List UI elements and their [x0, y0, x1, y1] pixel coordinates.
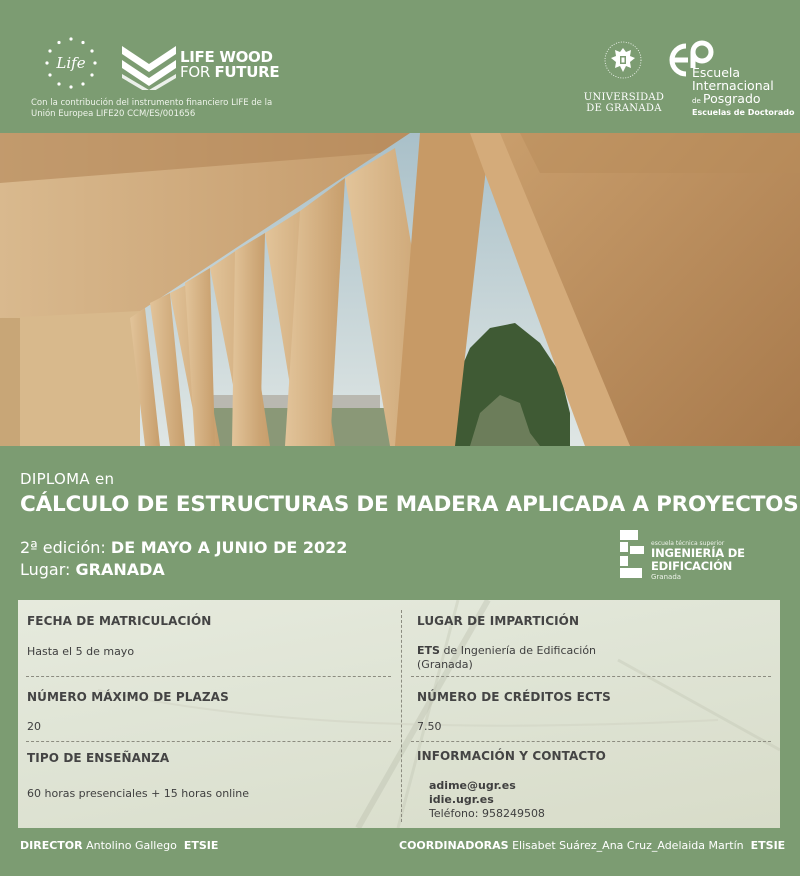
- school-name: [651, 540, 800, 582]
- life-logo-text: Life: [56, 54, 86, 72]
- location-heading: LUGAR DE IMPARTICIÓN: [417, 614, 580, 628]
- row-divider: [26, 741, 391, 742]
- eip-posgrado: Posgrado: [702, 91, 761, 106]
- enrollment-value: Hasta el 5 de mayo: [27, 645, 135, 658]
- row-divider: [411, 741, 771, 742]
- course-title: CÁLCULO DE ESTRUCTURAS DE MADERA APLICADA A PROYECTOS: [20, 492, 799, 517]
- director-name: Antolino Gallego: [82, 839, 177, 852]
- edition-line: [20, 538, 347, 557]
- director-line: [20, 839, 218, 852]
- seats-value: 20: [27, 720, 41, 733]
- info-panel: [18, 600, 780, 828]
- eip-line-4: Escuelas de Doctorado: [692, 108, 795, 117]
- eip-line-1: Escuela: [692, 65, 741, 80]
- coordinators-label: COORDINADORAS: [399, 839, 509, 852]
- column-divider: [401, 610, 402, 822]
- place-label: Lugar:: [20, 560, 76, 579]
- row-divider: [411, 676, 771, 677]
- director-label: DIRECTOR: [20, 839, 83, 852]
- enrollment-heading: FECHA DE MATRICULACIÓN: [27, 614, 212, 628]
- location-rest: de Ingeniería de Edificación: [439, 644, 597, 657]
- place-line: [20, 560, 165, 579]
- university-crest-icon: [603, 40, 643, 84]
- location-ets: ETS: [417, 644, 440, 657]
- director-school: ETSIE: [183, 839, 219, 852]
- school-line-1: escuela técnica superior: [651, 540, 725, 547]
- teaching-value: 60 horas presenciales + 15 horas online: [27, 787, 250, 800]
- diploma-label: DIPLOMA en: [20, 470, 115, 488]
- seats-heading: NÚMERO MÁXIMO DE PLAZAS: [27, 690, 229, 704]
- eip-de: de: [692, 97, 703, 105]
- ugr-line-2: DE GRANADA: [586, 103, 662, 114]
- edition-dates: DE MAYO A JUNIO DE 2022: [110, 538, 348, 557]
- location-value: [417, 644, 596, 672]
- lwff-line-2: [180, 65, 279, 80]
- contact-email[interactable]: adime@ugr.es: [429, 779, 516, 792]
- school-line-3: Granada: [651, 573, 682, 581]
- location-line-1: [417, 644, 596, 658]
- eip-name: [692, 66, 794, 118]
- credits-value: 7.50: [417, 720, 442, 733]
- university-name: [578, 92, 670, 114]
- row-divider: [26, 676, 391, 677]
- contact-heading: INFORMACIÓN Y CONTACTO: [417, 749, 606, 763]
- life-wood-logo-text: [180, 50, 279, 80]
- timber-structure-photo: [0, 133, 800, 446]
- life-logo: [40, 35, 102, 93]
- edition-label: 2ª edición:: [20, 538, 111, 557]
- school-e-logo-icon: [620, 530, 646, 578]
- coordinators-names: Elisabet Suárez_Ana Cruz_Adelaida Martín: [508, 839, 744, 852]
- eip-line-2: Internacional: [692, 78, 774, 93]
- coordinators-line: [399, 839, 785, 852]
- life-wood-chevron-icon: [120, 44, 178, 90]
- contact-block: [429, 779, 545, 821]
- eip-line-3: [692, 92, 794, 108]
- place-value: GRANADA: [75, 560, 165, 579]
- lwff-line-1: LIFE WOOD: [180, 48, 273, 66]
- contact-website[interactable]: idie.ugr.es: [429, 793, 494, 806]
- lwff-future: FUTURE: [214, 63, 280, 81]
- school-line-2: INGENIERÍA DE EDIFICACIÓN: [651, 546, 745, 573]
- location-line-2: (Granada): [417, 658, 473, 671]
- contact-phone: Teléfono: 958249508: [429, 807, 545, 820]
- credits-heading: NÚMERO DE CRÉDITOS ECTS: [417, 690, 611, 704]
- lwff-for: FOR: [180, 63, 215, 81]
- ugr-line-1: UNIVERSIDAD: [583, 92, 665, 103]
- life-contribution-note: Con la contribución del instrumento financiero LIFE de la Unión Europea LIFE20 CCM/ES/001656: [31, 98, 273, 119]
- coordinators-school: ETSIE: [750, 839, 786, 852]
- teaching-heading: TIPO DE ENSEÑANZA: [27, 751, 170, 765]
